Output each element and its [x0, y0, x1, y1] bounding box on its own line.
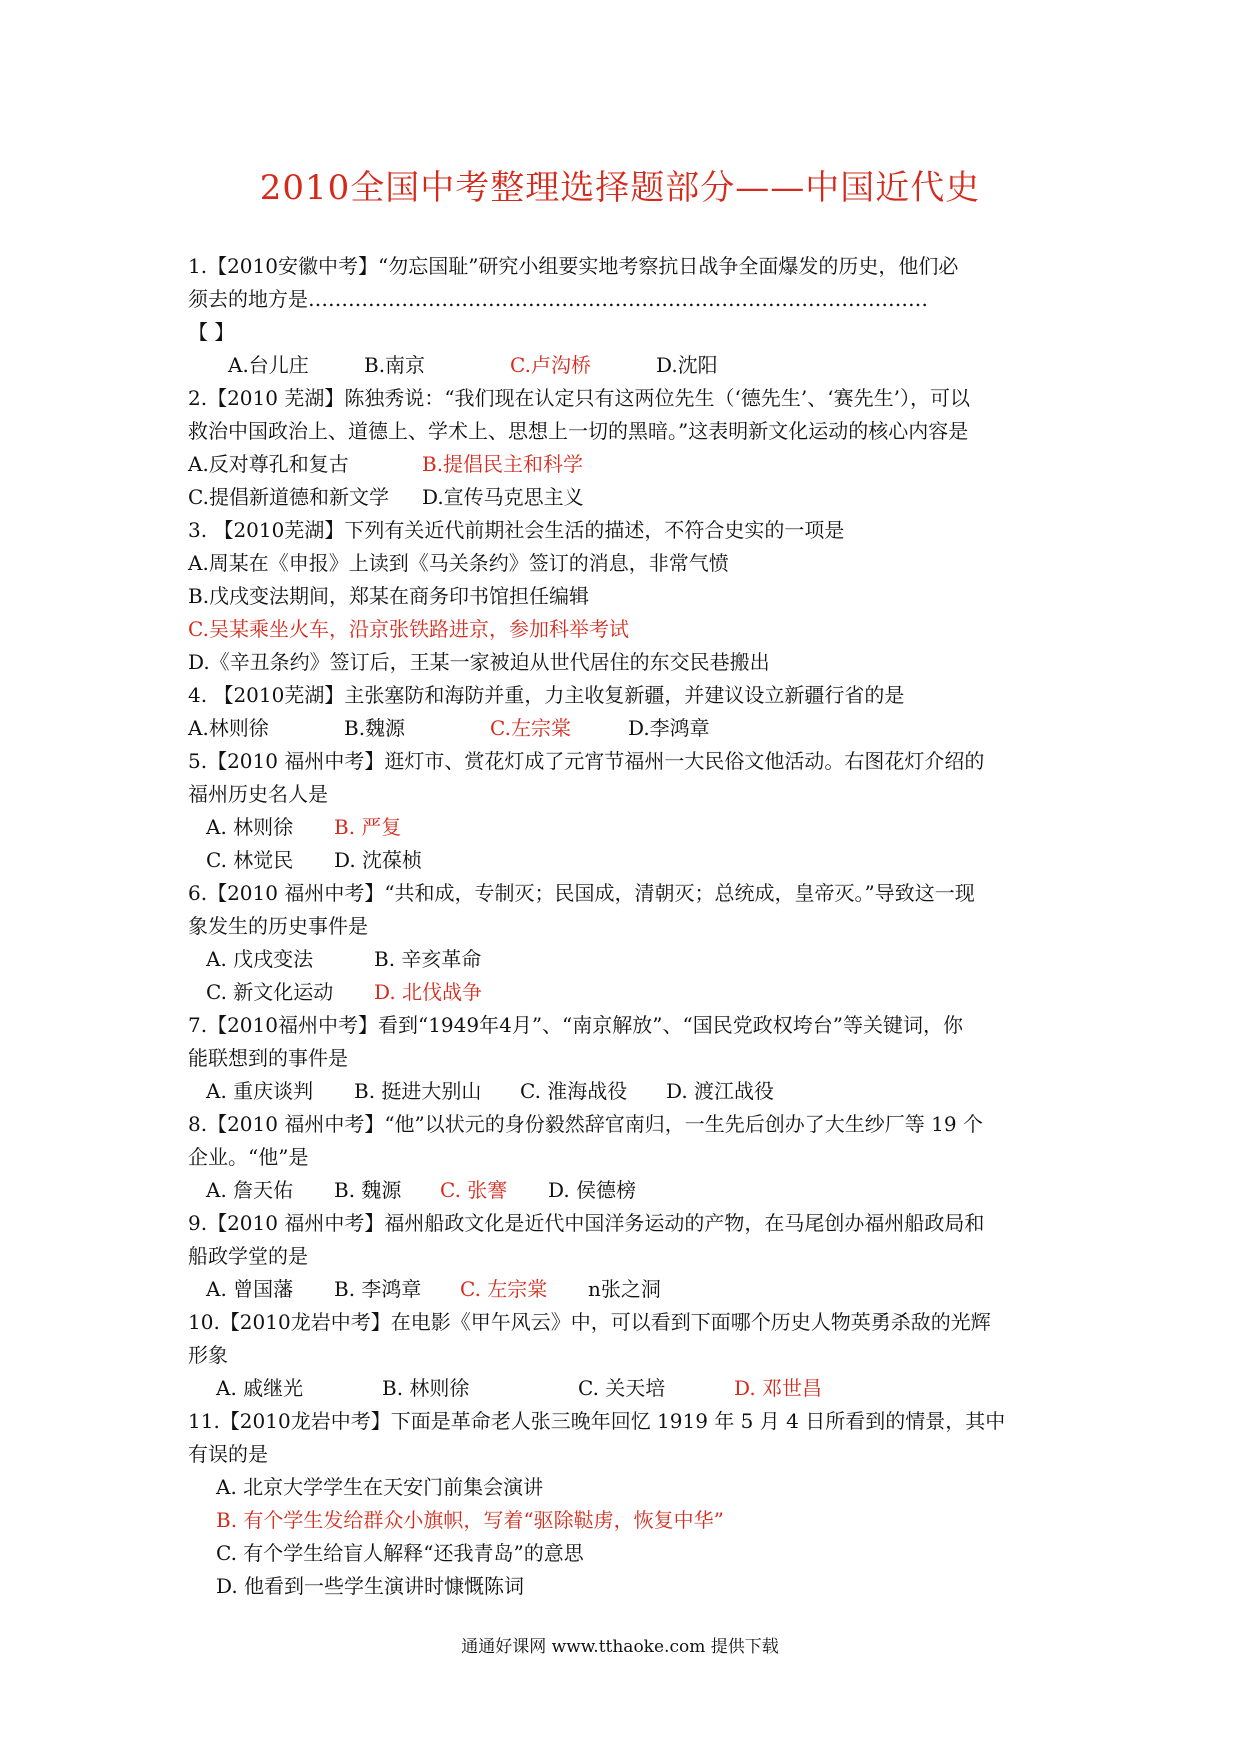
question-9-options — [188, 1273, 1068, 1306]
option-b-answer: B. 严复 — [334, 815, 402, 839]
option-a: A. 重庆谈判 — [206, 1079, 314, 1103]
question-7-options — [188, 1075, 1068, 1108]
option-c: C. 关天培 — [578, 1376, 666, 1400]
option-c: C. 淮海战役 — [520, 1079, 628, 1103]
question-6-stem-line-1: 6.【2010 福州中考】“共和成，专制灭；民国成，清朝灭；总统成，皇帝灭。”导致这一现 — [188, 881, 975, 905]
option-a: A.林则徐 — [188, 716, 269, 740]
option-c-answer: C.左宗棠 — [490, 716, 571, 740]
option-c: C. 有个学生给盲人解释“还我青岛”的意思 — [216, 1541, 584, 1565]
question-10-stem-line-2: 形象 — [188, 1343, 228, 1367]
option-d: D. 侯德榜 — [548, 1178, 637, 1202]
option-d: D.《辛丑条约》签订后，王某一家被迫从世代居住的东交民巷搬出 — [188, 650, 770, 674]
question-2-options-row-2 — [188, 481, 1068, 514]
question-3-stem: 3. 【2010芜湖】下列有关近代前期社会生活的描述，不符合史实的一项是 — [188, 518, 845, 542]
option-c: C.提倡新道德和新文学 — [188, 485, 389, 509]
option-b-answer: B.提倡民主和科学 — [422, 452, 584, 476]
question-1-options — [188, 349, 1068, 382]
question-8-stem-line-1: 8.【2010 福州中考】“他”以状元的身份毅然辞官南归，一生先后创办了大生纱厂等 19 个 — [188, 1112, 983, 1136]
question-6-options-row-2 — [188, 976, 1068, 1009]
question-2-stem-line-1: 2.【2010 芜湖】陈独秀说：“我们现在认定只有这两位先生（‘德先生’、‘赛先生’），可以 — [188, 386, 970, 410]
option-b: B.戊戌变法期间，郑某在商务印书馆担任编辑 — [188, 584, 590, 608]
option-b: B. 辛亥革命 — [374, 947, 482, 971]
option-c-answer: C. 左宗棠 — [460, 1277, 548, 1301]
option-c: C. 林觉民 — [206, 848, 294, 872]
question-9-stem-line-1: 9.【2010 福州中考】福州船政文化是近代中国洋务运动的产物，在马尾创办福州船政局和 — [188, 1211, 985, 1235]
question-8-options — [188, 1174, 1068, 1207]
question-9-stem-line-2: 船政学堂的是 — [188, 1244, 308, 1268]
question-7-stem-line-1: 7.【2010福州中考】看到“1949年4月”、“南京解放”、“国民党政权垮台”等关键词，你 — [188, 1013, 963, 1037]
question-10-options — [188, 1372, 1068, 1405]
option-b: B.南京 — [364, 353, 426, 377]
page-title: 2010全国中考整理选择题部分——中国近代史 — [259, 168, 981, 208]
question-1-stem-line-1: 1.【2010安徽中考】“勿忘国耻”研究小组要实地考察抗日战争全面爆发的历史，他们必 — [188, 254, 959, 278]
option-a: A. 詹天佑 — [206, 1178, 294, 1202]
option-d-answer: D. 北伐战争 — [374, 980, 483, 1004]
question-5-options-row-1 — [188, 811, 1068, 844]
option-d-answer: D. 邓世昌 — [734, 1376, 823, 1400]
question-11-stem-line-1: 11.【2010龙岩中考】下面是革命老人张三晚年回忆 1919 年 5 月 4 日所看到的情景，其中 — [188, 1409, 1006, 1433]
question-11-stem-line-2: 有误的是 — [188, 1442, 268, 1466]
option-b: B.魏源 — [344, 716, 406, 740]
option-b: B. 魏源 — [334, 1178, 402, 1202]
question-1-stem-line-2: 须去的地方是………………………………………………………………………………… — [188, 287, 928, 311]
question-list — [188, 250, 1068, 1603]
option-c: C. 新文化运动 — [206, 980, 334, 1004]
option-a: A. 曾国藩 — [206, 1277, 294, 1301]
question-8-stem-line-2: 企业。“他”是 — [188, 1145, 309, 1169]
option-a: A.反对尊孔和复古 — [188, 452, 349, 476]
option-d: D. 渡江战役 — [666, 1079, 775, 1103]
question-5-stem-line-1: 5.【2010 福州中考】逛灯市、赏花灯成了元宵节福州一大民俗文他活动。右图花灯介绍的 — [188, 749, 985, 773]
option-c-answer: C. 张謇 — [440, 1178, 508, 1202]
question-2-stem-line-2: 救治中国政治上、道德上、学术上、思想上一切的黑暗。”这表明新文化运动的核心内容是 — [188, 419, 969, 443]
question-6-stem-line-2: 象发生的历史事件是 — [188, 914, 368, 938]
option-d: D. 沈葆桢 — [334, 848, 423, 872]
option-d: D. 他看到一些学生演讲时慷慨陈词 — [216, 1574, 525, 1598]
option-d: D.沈阳 — [656, 353, 718, 377]
question-4-stem: 4. 【2010芜湖】主张塞防和海防并重，力主收复新疆，并建议设立新疆行省的是 — [188, 683, 905, 707]
option-b-answer: B. 有个学生发给群众小旗帜，写着“驱除鞑虏，恢复中华” — [216, 1508, 724, 1532]
option-a: A. 戊戌变法 — [206, 947, 314, 971]
option-a: A. 林则徐 — [206, 815, 294, 839]
option-a: A.周某在《申报》上读到《马关条约》签订的消息，非常气愤 — [188, 551, 729, 575]
question-1-bracket: 【 】 — [188, 320, 235, 344]
question-2-options-row-1 — [188, 448, 1068, 481]
question-4-options — [188, 712, 1068, 745]
question-5-options-row-2 — [188, 844, 1068, 877]
option-a: A.台儿庄 — [228, 353, 309, 377]
option-a: A. 戚继光 — [216, 1376, 304, 1400]
option-c-answer: C.吴某乘坐火车，沿京张铁路进京，参加科举考试 — [188, 617, 629, 641]
option-d: D.李鸿章 — [628, 716, 710, 740]
footer-credit: 通通好课网 www.tthaoke.com 提供下载 — [461, 1637, 779, 1657]
question-10-stem-line-1: 10.【2010龙岩中考】在电影《甲午风云》中，可以看到下面哪个历史人物英勇杀敌的光辉 — [188, 1310, 991, 1334]
question-5-stem-line-2: 福州历史名人是 — [188, 782, 328, 806]
option-a: A. 北京大学学生在天安门前集会演讲 — [216, 1475, 544, 1499]
option-b: B. 李鸿章 — [334, 1277, 422, 1301]
question-7-stem-line-2: 能联想到的事件是 — [188, 1046, 348, 1070]
question-6-options-row-1 — [188, 943, 1068, 976]
option-b: B. 挺进大别山 — [354, 1079, 482, 1103]
option-d: n张之洞 — [588, 1277, 661, 1301]
option-b: B. 林则徐 — [382, 1376, 470, 1400]
option-d: D.宣传马克思主义 — [422, 485, 584, 509]
option-c-answer: C.卢沟桥 — [510, 353, 591, 377]
